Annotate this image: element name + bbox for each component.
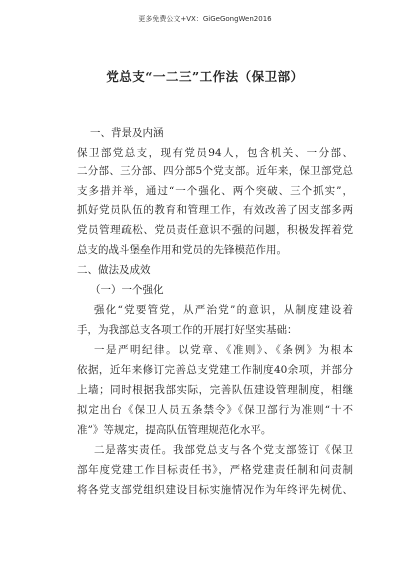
paragraph-line: 保卫部党总支，现有党员94人，包含机关、一分部、 (77, 147, 353, 159)
section-heading-method: 二、做法及成效 (77, 264, 151, 276)
paragraph-line: 手，为我部总支各项工作的开展打好坚实基础： (77, 324, 298, 336)
paragraph-line: 依据，近年来修订完善总支党建工作制度40余项，并部分 (77, 364, 353, 376)
section-heading-background: 一、背景及内涵 (90, 127, 164, 139)
paragraph-line: 党员管理疏松、党员责任意识不强的问题，积极发挥着党 (77, 224, 353, 236)
header-watermark: 更多免费公文+VX：GiGeGongWen2016 (138, 15, 272, 23)
paragraph-line: 总支的战斗堡垒作用和党员的先锋模范作用。 (77, 244, 287, 256)
paragraph-line: 将各党支部党组织建设目标实施情况作为年终评先树优、 (77, 484, 353, 496)
paragraph-line: 强化“党要管党，从严治党”的意识，从制度建设着 (94, 304, 353, 316)
paragraph-line: 抓好党员队伍的教育和管理工作，有效改善了因支部多两 (77, 204, 353, 216)
paragraph-line: 支多措并举，通过“一个强化、两个突破、三个抓实”， (77, 185, 353, 197)
document-title: 党总支“一二三”工作法（保卫部） (106, 69, 304, 84)
paragraph-line: 拟定出台《保卫人员五条禁令》《保卫部行为准则“十不 (77, 404, 353, 416)
paragraph-line: 部年度党建工作目标责任书》，严格党建责任制和问责制 (77, 464, 353, 476)
paragraph-line: 二分部、三分部、四分部5个党支部。近年来，保卫部党总 (77, 165, 353, 177)
paragraph-line: 二是落实责任。我部党总支与各个党支部签订《保卫 (94, 444, 353, 456)
paragraph-line: 一是严明纪律。以党章、《准则》、《条例》为根本 (94, 344, 353, 356)
paragraph-line: 上墙；同时根据我部实际，完善队伍建设管理制度，相继 (77, 384, 353, 396)
subsection-heading: （一）一个强化 (90, 284, 164, 296)
paragraph-line: 准”》等规定，提高队伍管理规范化水平。 (77, 424, 272, 436)
